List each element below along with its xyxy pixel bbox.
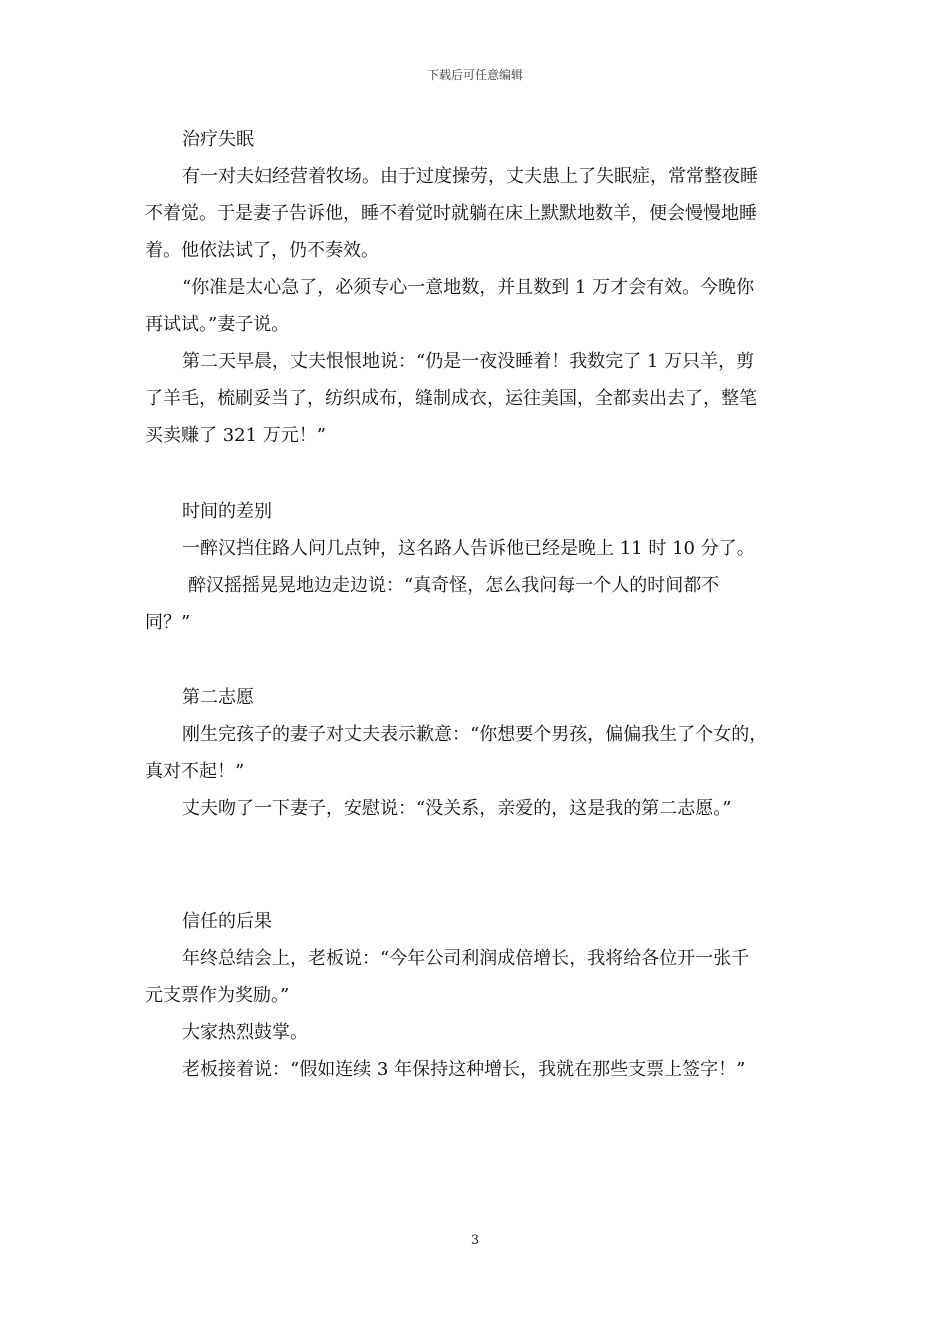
paragraph-line: 醉汉摇摇晃晃地边走边说：“真奇怪，怎么我问每一个人的时间都不 (188, 575, 720, 596)
paragraph-line: 元支票作为奖励。” (145, 985, 290, 1006)
paragraph-line: 一醉汉挡住路人问几点钟，这名路人告诉他已经是晚上 11 时 10 分了。 (182, 538, 755, 559)
page-header: 下载后可任意编辑 (426, 68, 523, 82)
paragraph-line: 真对不起！” (145, 761, 245, 782)
paragraph-line: “你准是太心急了，必须专心一意地数，并且数到 1 万才会有效。今晚你 (182, 277, 755, 298)
paragraph-line: 同？” (145, 612, 191, 633)
paragraph-line: 刚生完孩子的妻子对丈夫表示歉意：“你想要个男孩，偏偏我生了个女的， (182, 724, 768, 745)
story-title: 信任的后果 (182, 911, 272, 932)
page-number: 3 (470, 1233, 480, 1248)
paragraph-line: 大家热烈鼓掌。 (182, 1022, 308, 1043)
paragraph-line: 不着觉。于是妻子告诉他，睡不着觉时就躺在床上默默地数羊，便会慢慢地睡 (145, 203, 757, 224)
paragraph-line: 买卖赚了 321 万元！” (145, 425, 327, 446)
paragraph-line: 丈夫吻了一下妻子，安慰说：“没关系，亲爱的，这是我的第二志愿。” (182, 798, 732, 819)
paragraph-line: 着。他依法试了，仍不奏效。 (145, 240, 379, 261)
paragraph-line: 老板接着说：“假如连续 3 年保持这种增长，我就在那些支票上签字！” (182, 1059, 746, 1080)
story-title: 治疗失眠 (182, 129, 254, 150)
paragraph-line: 年终总结会上，老板说：“今年公司利润成倍增长，我将给各位开一张千 (182, 948, 750, 969)
paragraph-line: 了羊毛，梳刷妥当了，纺织成布，缝制成衣，运往美国，全都卖出去了，整笔 (145, 388, 757, 409)
paragraph-line: 有一对夫妇经营着牧场。由于过度操劳，丈夫患上了失眠症，常常整夜睡 (182, 166, 758, 187)
story-title: 第二志愿 (182, 687, 254, 708)
story-title: 时间的差别 (182, 501, 272, 522)
paragraph-line: 第二天早晨，丈夫恨恨地说：“仍是一夜没睡着！我数完了 1 万只羊，剪 (182, 351, 755, 372)
paragraph-line: 再试试。”妻子说。 (145, 314, 290, 335)
